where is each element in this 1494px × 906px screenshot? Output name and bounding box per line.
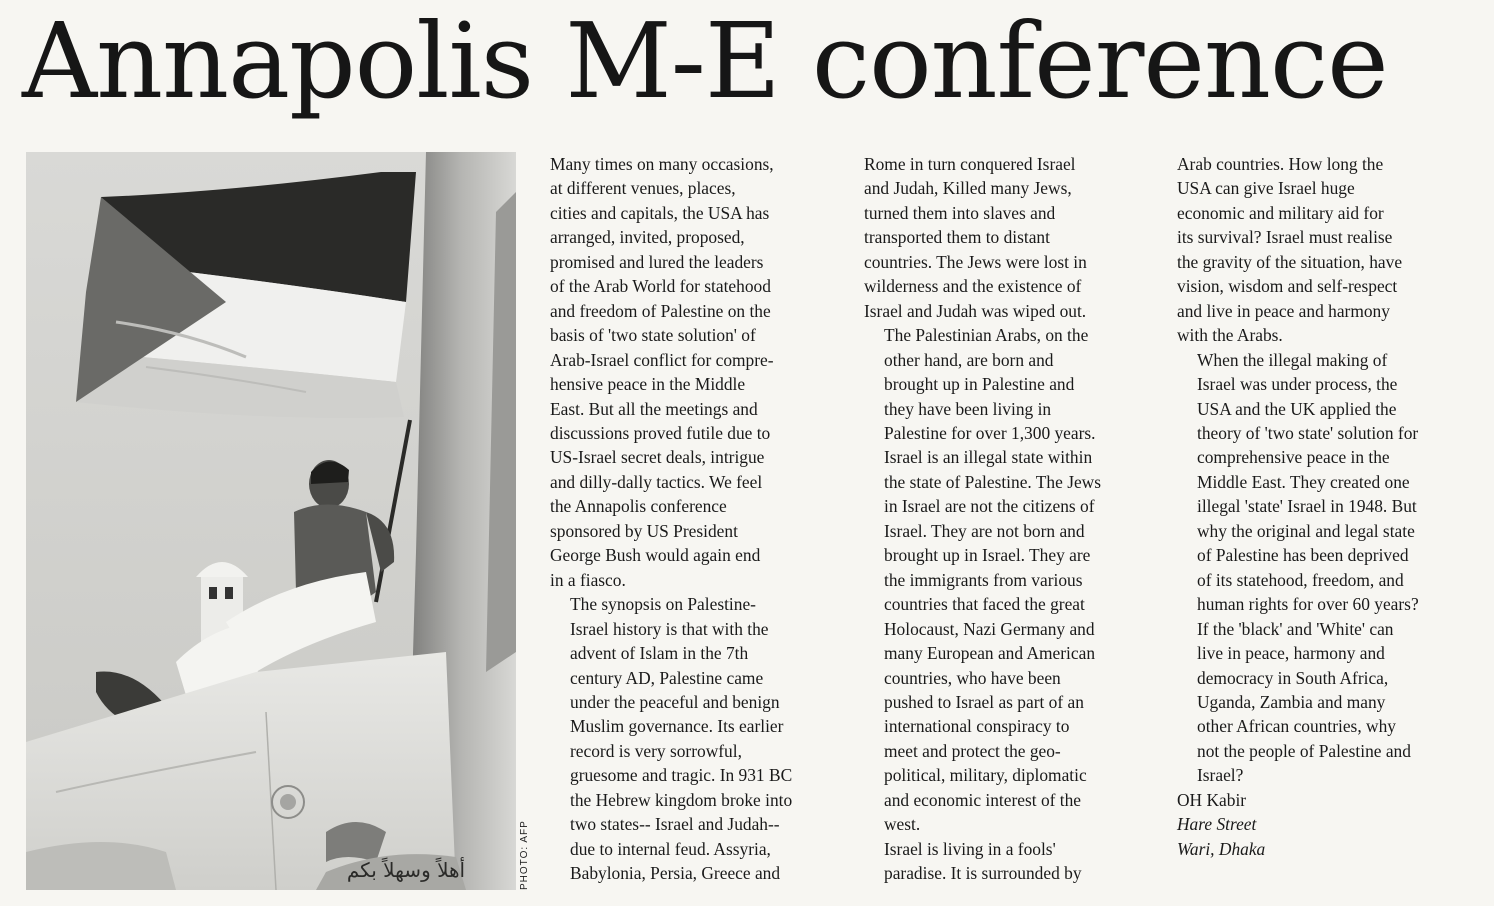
text-line: basis of 'two state solution' of bbox=[550, 325, 756, 346]
text-line: Israel history is that with the bbox=[570, 618, 769, 639]
paragraph bbox=[864, 152, 1169, 323]
paragraph bbox=[550, 152, 855, 592]
text-line: live in peace, harmony and bbox=[1197, 643, 1385, 664]
text-line: wilderness and the existence of bbox=[864, 276, 1082, 297]
text-line: gruesome and tragic. In 931 BC bbox=[570, 765, 793, 786]
article-column-3 bbox=[1177, 152, 1482, 861]
paragraph bbox=[864, 323, 1169, 445]
text-line: Palestine for over 1,300 years. bbox=[884, 422, 1096, 443]
text-line: Many times on many occasions, bbox=[550, 154, 774, 174]
paragraph bbox=[864, 837, 1169, 886]
text-line: US-Israel secret deals, intrigue bbox=[550, 447, 765, 468]
paragraph bbox=[864, 445, 1169, 836]
text-line: vision, wisdom and self-respect bbox=[1177, 276, 1398, 297]
text-line: USA and the UK applied the bbox=[1197, 398, 1397, 419]
text-line: Uganda, Zambia and many bbox=[1197, 691, 1386, 712]
text-line: brought up in Israel. They are bbox=[884, 545, 1091, 566]
text-line: century AD, Palestine came bbox=[570, 667, 764, 688]
text-line: Arab-Israel conflict for compre- bbox=[550, 349, 774, 370]
text-line: and Judah, Killed many Jews, bbox=[864, 178, 1072, 199]
text-line: comprehensive peace in the bbox=[1197, 447, 1390, 468]
text-line: and dilly-dally tactics. We feel bbox=[550, 471, 763, 492]
text-line: not the people of Palestine and bbox=[1197, 740, 1411, 761]
text-line: Babylonia, Persia, Greece and bbox=[570, 863, 781, 884]
text-line: record is very sorrowful, bbox=[570, 740, 742, 761]
text-line: countries that faced the great bbox=[884, 594, 1085, 615]
text-line: Holocaust, Nazi Germany and bbox=[884, 618, 1095, 639]
photo-credit: PHOTO: AFP bbox=[519, 820, 530, 890]
text-line: economic and military aid for bbox=[1177, 202, 1384, 223]
text-line: of its statehood, freedom, and bbox=[1197, 569, 1404, 590]
text-line: other hand, are born and bbox=[884, 349, 1054, 370]
text-line: Middle East. They created one bbox=[1197, 471, 1410, 492]
text-line: If the 'black' and 'White' can bbox=[1197, 618, 1394, 639]
text-line: two states-- Israel and Judah-- bbox=[570, 814, 780, 835]
text-line: Israel. They are not born and bbox=[884, 520, 1085, 541]
text-line: The synopsis on Palestine- bbox=[570, 594, 756, 615]
news-photo bbox=[26, 152, 516, 890]
signature-area: Wari, Dhaka bbox=[1177, 838, 1266, 859]
text-line: meet and protect the geo- bbox=[884, 740, 1061, 761]
text-line: they have been living in bbox=[884, 398, 1052, 419]
text-line: of Palestine has been deprived bbox=[1197, 545, 1409, 566]
text-line: many European and American bbox=[884, 643, 1096, 664]
text-line: human rights for over 60 years? bbox=[1197, 594, 1419, 615]
arabic-banner-text: أهلاً وسهلاً بكم bbox=[346, 858, 466, 882]
text-line: Israel was under process, the bbox=[1197, 374, 1398, 395]
text-line: Israel and Judah was wiped out. bbox=[864, 300, 1087, 321]
text-line: and economic interest of the bbox=[884, 789, 1082, 810]
paragraph bbox=[1177, 348, 1482, 617]
text-line: the Annapolis conference bbox=[550, 496, 727, 517]
paragraph bbox=[1177, 152, 1482, 348]
text-line: George Bush would again end bbox=[550, 545, 761, 566]
text-line: the gravity of the situation, have bbox=[1177, 251, 1403, 272]
text-line: the state of Palestine. The Jews bbox=[884, 471, 1102, 492]
text-line: other African countries, why bbox=[1197, 716, 1396, 737]
text-line: arranged, invited, proposed, bbox=[550, 227, 745, 248]
text-line: Israel is an illegal state within bbox=[884, 447, 1093, 468]
text-line: why the original and legal state bbox=[1197, 520, 1415, 541]
text-line: political, military, diplomatic bbox=[884, 765, 1087, 786]
text-line: at different venues, places, bbox=[550, 178, 736, 199]
text-line: turned them into slaves and bbox=[864, 202, 1056, 223]
text-line: international conspiracy to bbox=[884, 716, 1070, 737]
text-line: advent of Islam in the 7th bbox=[570, 643, 749, 664]
signature-street: Hare Street bbox=[1177, 814, 1257, 835]
text-line: East. But all the meetings and bbox=[550, 398, 758, 419]
text-line: transported them to distant bbox=[864, 227, 1050, 248]
text-line: countries. The Jews were lost in bbox=[864, 251, 1087, 272]
text-line: Israel? bbox=[1197, 765, 1244, 786]
text-line: promised and lured the leaders bbox=[550, 251, 764, 272]
text-line: democracy in South Africa, bbox=[1197, 667, 1389, 688]
text-line: sponsored by US President bbox=[550, 520, 738, 541]
text-line: in Israel are not the citizens of bbox=[884, 496, 1095, 517]
text-line: The Palestinian Arabs, on the bbox=[884, 325, 1089, 346]
text-line: due to internal feud. Assyria, bbox=[570, 838, 771, 859]
text-line: pushed to Israel as part of an bbox=[884, 691, 1084, 712]
text-line: with the Arabs. bbox=[1177, 325, 1283, 346]
text-line: west. bbox=[884, 814, 921, 835]
text-line: Arab countries. How long the bbox=[1177, 154, 1384, 174]
text-line: and freedom of Palestine on the bbox=[550, 300, 771, 321]
text-line: Israel is living in a fools' bbox=[884, 838, 1056, 859]
article-column-2 bbox=[864, 152, 1169, 886]
text-line: illegal 'state' Israel in 1948. But bbox=[1197, 496, 1417, 517]
text-line: the immigrants from various bbox=[884, 569, 1083, 590]
paragraph bbox=[550, 592, 855, 885]
text-line: hensive peace in the Middle bbox=[550, 374, 746, 395]
text-line: Muslim governance. Its earlier bbox=[570, 716, 784, 737]
article-column-1 bbox=[550, 152, 855, 886]
text-line: discussions proved futile due to bbox=[550, 422, 771, 443]
text-line: USA can give Israel huge bbox=[1177, 178, 1355, 199]
text-line: under the peaceful and benign bbox=[570, 691, 780, 712]
text-line: Rome in turn conquered Israel bbox=[864, 154, 1076, 174]
text-line: theory of 'two state' solution for bbox=[1197, 422, 1419, 443]
text-line: When the illegal making of bbox=[1197, 349, 1388, 370]
text-line: the Hebrew kingdom broke into bbox=[570, 789, 793, 810]
flag bbox=[76, 172, 416, 418]
boy-with-palestinian-flag-photo bbox=[26, 152, 516, 890]
headline: Annapolis M-E conference bbox=[22, 0, 1388, 122]
text-line: paradise. It is surrounded by bbox=[884, 863, 1082, 884]
text-line: its survival? Israel must realise bbox=[1177, 227, 1393, 248]
text-line: and live in peace and harmony bbox=[1177, 300, 1390, 321]
text-line: of the Arab World for statehood bbox=[550, 276, 771, 297]
paragraph bbox=[1177, 617, 1482, 788]
text-line: brought up in Palestine and bbox=[884, 374, 1075, 395]
signature-name: OH Kabir bbox=[1177, 789, 1247, 810]
text-line: countries, who have been bbox=[884, 667, 1061, 688]
text-line: in a fiasco. bbox=[550, 569, 626, 590]
text-line: cities and capitals, the USA has bbox=[550, 202, 770, 223]
